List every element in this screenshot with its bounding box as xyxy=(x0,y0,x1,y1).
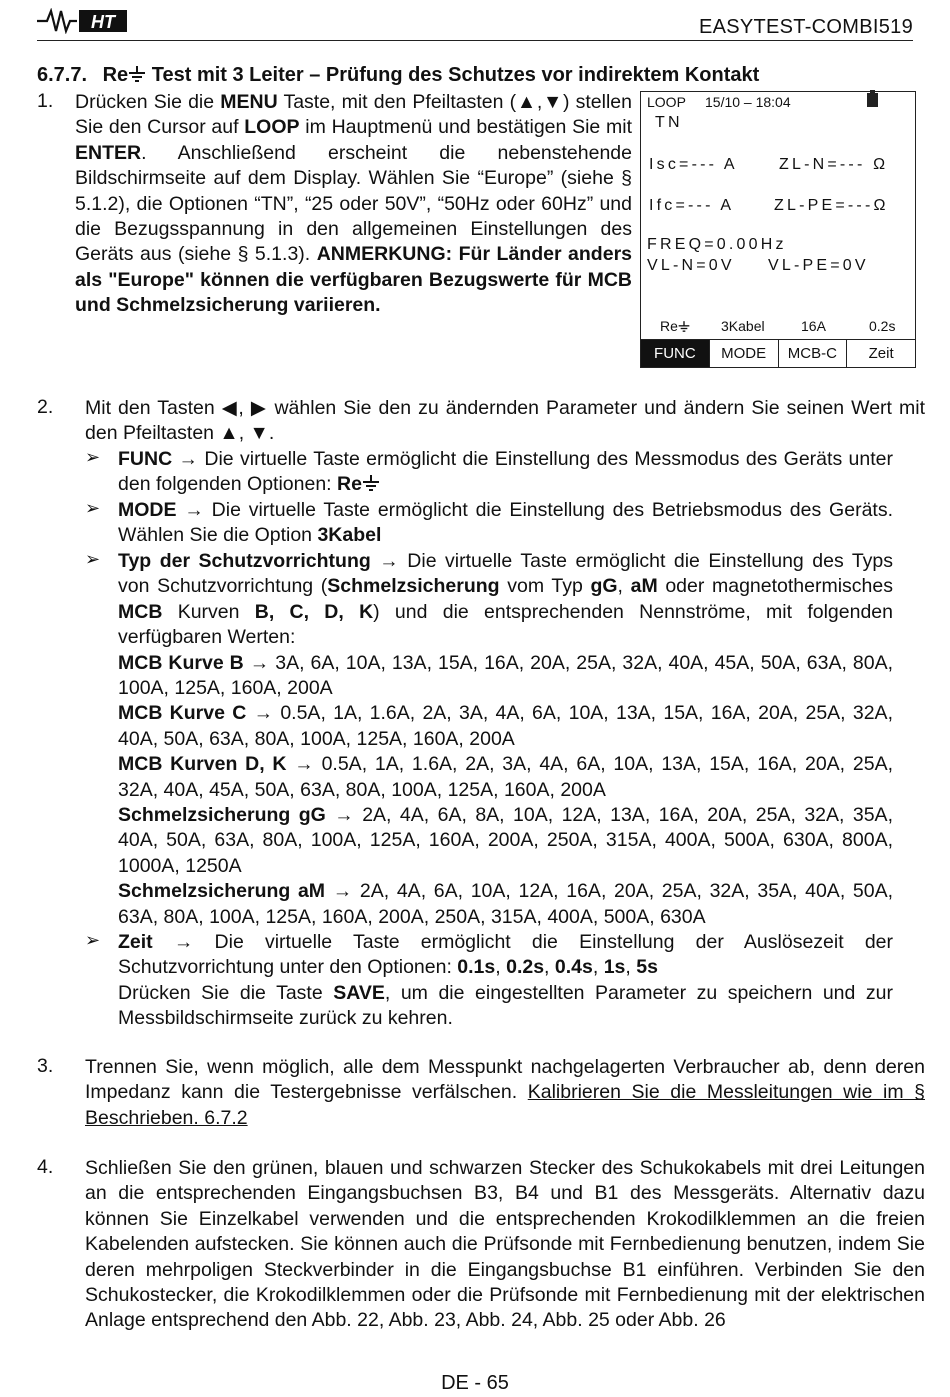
page-header xyxy=(37,6,913,41)
bullet-marker: ➢ xyxy=(85,930,101,950)
display-rated-value: 16A xyxy=(801,318,826,334)
step-2-number: 2. xyxy=(37,396,54,418)
display-vlpe: VL-PE=0V xyxy=(768,257,869,274)
calibration-link[interactable]: Kalibrieren Sie die Messleitungen wie im § Beschrieben. 6.7.2 xyxy=(85,1081,925,1129)
save-instruction: Drücken Sie die Taste SAVE, um die eingestellten Parameter zu speichern und zur Messbildschirmseite zurück zu kehren. xyxy=(118,981,893,1030)
display-vln: VL-N=0V xyxy=(647,257,735,274)
rating-list-mcb-c: MCB Kurve C → 0.5A, 1A, 1.6A, 2A, 3A, 4A, 6A, 10A, 13A, 15A, 16A, 20A, 25A, 32A, 40A, 50A, 63A, 80A, 100A, 125A, 160A, 200A xyxy=(118,702,893,750)
step-3-text: Trennen Sie, wenn möglich, alle dem Messpunkt nachgelagerten Verbraucher ab, denn deren Impedanz kann die Testergebnisse verfälschen. Kalibrieren Sie die Messleitungen wie im § Beschrieben. 6.7.2 xyxy=(85,1056,925,1129)
heading-text: Test mit 3 Leiter – Prüfung des Schutzes vor indirektem Kontakt xyxy=(151,64,760,86)
earth-symbol-icon xyxy=(362,475,380,491)
step-2-text: Mit den Tasten ◀, ▶ wählen Sie den zu ändernden Parameter und ändern Sie seinen Wert mit den Pfeiltasten ▲, ▼. xyxy=(85,397,925,445)
softkey-zeit[interactable]: Zeit xyxy=(868,345,894,362)
step-1-text: Drücken Sie die MENU Taste, mit den Pfeiltasten (▲,▼) stellen Sie den Cursor auf LOOP im Hauptmenü und bestätigen Sie mit ENTER. Anschließend erscheint die nebenstehende Bildschirmseite auf dem Display. Wählen Sie “Europe” (siehe § 5.1.2), die Optionen “TN”, “25 oder 50V”, “50Hz oder 60Hz” und die Bezugsspannung in den allgemeinen Einstellungen des Geräts aus (siehe § 5.1.3). ANMERKUNG: Für Länder anders als "Europe" können die verfügbaren Bezugswerte für MCB und Schmelzsicherung variieren. xyxy=(75,91,632,317)
bullet-marker: ➢ xyxy=(85,498,101,518)
display-zln: ZL-N=--- Ω xyxy=(779,156,889,173)
earth-symbol-icon xyxy=(128,66,146,82)
earth-symbol-icon xyxy=(678,321,690,332)
display-zlpe: ZL-PE=---Ω xyxy=(774,197,889,214)
step-1-number: 1. xyxy=(37,90,54,112)
ht-logo xyxy=(37,8,137,34)
display-system: TN xyxy=(655,114,683,131)
rating-list-fuse-am: Schmelzsicherung aM → 2A, 4A, 6A, 10A, 12A, 16A, 20A, 25A, 32A, 35A, 40A, 50A, 63A, 80A, 100A, 125A, 160A, 200A, 250A, 315A, 400A, 500A, 630A xyxy=(118,880,894,928)
document-title: EASYTEST-COMBI519 xyxy=(698,16,913,38)
softkey-mode[interactable]: MODE xyxy=(710,340,779,367)
rating-list-mcb-b: MCB Kurve B → 3A, 6A, 10A, 13A, 15A, 16A, 20A, 25A, 32A, 40A, 45A, 50A, 63A, 80A, 100A, 125A, 160A, 200A xyxy=(118,651,894,700)
display-mode: LOOP xyxy=(647,94,686,110)
display-softkeys xyxy=(641,339,915,367)
display-freq: FREQ=0.00Hz xyxy=(647,236,787,253)
display-time-value: 0.2s xyxy=(869,318,896,334)
display-datetime: 15/10 – 18:04 xyxy=(705,94,791,110)
display-mode-value: 3Kabel xyxy=(721,318,765,334)
softkey-mcb[interactable]: MCB-C xyxy=(779,340,848,367)
bullet-marker: ➢ xyxy=(85,549,101,569)
step-4-text: Schließen Sie den grünen, blauen und schwarzen Stecker des Schukokabels mit drei Leitungen an die entsprechenden Eingangsbuchsen B3, B4 und B1 des Messgeräts. Alternativ dazu können Sie Einzelkabel verwenden und die entsprechenden Krokodilklemmen an die freien Kabelenden aufstecken. Sie können auch die Prüfsonde mit Fernbedienung benutzen, indem Sie deren mehrpoligen Steckverbinder in die Eingangsbuchse B1 einführen. Verbinden Sie den Schukostecker, die Krokodilklemmen oder die Prüfsonde mit Fernbedienung mit der elektrischen Anlage entsprechend den Abb. 22, Abb. 23, Abb. 24, Abb. 25 oder Abb. 26 xyxy=(85,1157,925,1332)
battery-icon xyxy=(867,93,878,107)
section-heading xyxy=(37,64,759,87)
step-4-number: 4. xyxy=(37,1156,54,1178)
page-number: DE - 65 xyxy=(441,1372,509,1394)
step-1-note: ANMERKUNG: Für Länder anders als "Europe" können die verfügbaren Bezugswerte für MCB und Schmelzsicherung variieren. xyxy=(75,243,632,317)
section-number: 6.7.7. xyxy=(37,64,88,86)
step-3-number: 3. xyxy=(37,1055,54,1077)
rating-list-mcb-dk: MCB Kurven D, K → 0.5A, 1A, 1.6A, 2A, 3A, 4A, 6A, 10A, 13A, 15A, 16A, 20A, 25A, 32A, 40A, 45A, 50A, 63A, 80A, 100A, 125A, 160A, 200A xyxy=(118,753,893,801)
logo-text: HT xyxy=(91,12,115,32)
display-ifc: Ifc=--- A xyxy=(649,197,735,214)
bullet-marker: ➢ xyxy=(85,447,101,467)
display-isc: Isc=--- A xyxy=(649,156,738,173)
instrument-display xyxy=(640,91,916,368)
heading-prefix: Re xyxy=(102,64,129,86)
softkey-func[interactable]: FUNC xyxy=(641,340,710,367)
display-func-value: Re xyxy=(660,318,690,334)
rating-list-fuse-gg: Schmelzsicherung gG → 2A, 4A, 6A, 8A, 10A, 12A, 13A, 16A, 20A, 25A, 32A, 35A, 40A, 50A, 63A, 80A, 100A, 125A, 160A, 200A, 250A, 315A, 400A, 500A, 630A, 800A, 1000A, 1250A xyxy=(118,804,893,877)
